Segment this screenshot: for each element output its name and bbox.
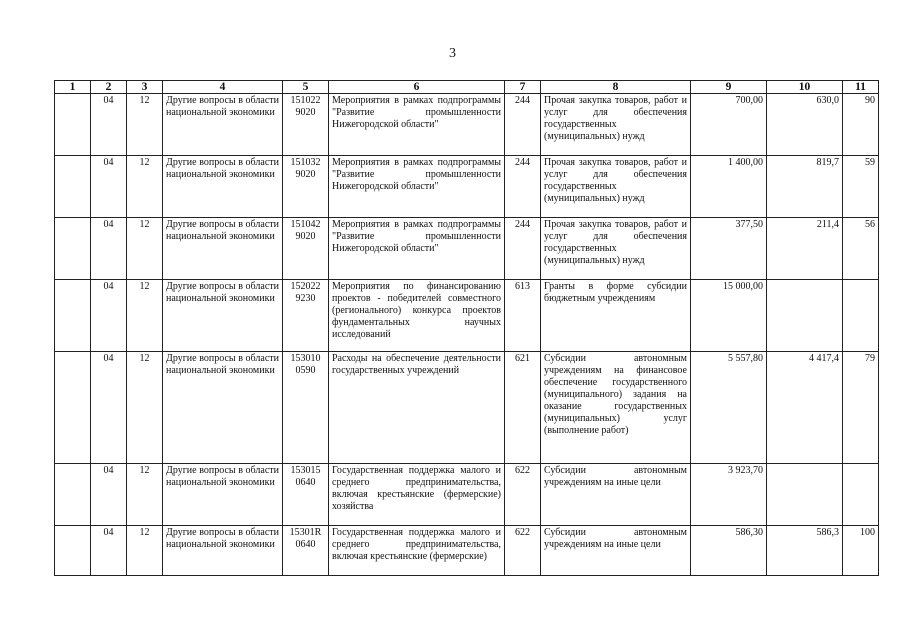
cell-section: 04 — [91, 464, 127, 526]
cell-target-name: Расходы на обеспечение деятельности государственных учреждений — [329, 352, 505, 464]
cell-section-name: Другие вопросы в области национальной экономики — [163, 352, 283, 464]
cell-expense-type: 244 — [505, 218, 541, 280]
budget-table — [54, 80, 879, 576]
header-row — [55, 81, 879, 94]
cell-section: 04 — [91, 156, 127, 218]
cell-col1 — [55, 218, 91, 280]
cell-section-name: Другие вопросы в области национальной экономики — [163, 156, 283, 218]
cell-percent — [843, 280, 879, 352]
cell-subsection: 12 — [127, 156, 163, 218]
cell-executed — [767, 280, 843, 352]
cell-target-code: 15301R 0640 — [283, 526, 329, 576]
table-row — [55, 526, 879, 576]
cell-executed: 211,4 — [767, 218, 843, 280]
cell-target-code: 151032 9020 — [283, 156, 329, 218]
cell-target-code: 151022 9020 — [283, 94, 329, 156]
cell-subsection: 12 — [127, 526, 163, 576]
column-header-11: 11 — [843, 81, 879, 94]
cell-expense-type: 622 — [505, 464, 541, 526]
cell-expense-name: Прочая закупка товаров, работ и услуг для обеспечения государственных (муниципальных) нужд — [541, 218, 691, 280]
cell-expense-type: 613 — [505, 280, 541, 352]
cell-percent: 100 — [843, 526, 879, 576]
cell-subsection: 12 — [127, 94, 163, 156]
cell-planned: 1 400,00 — [691, 156, 767, 218]
cell-executed: 586,3 — [767, 526, 843, 576]
cell-planned: 700,00 — [691, 94, 767, 156]
cell-expense-name: Субсидии автономным учреждениям на иные цели — [541, 464, 691, 526]
cell-percent: 90 — [843, 94, 879, 156]
page-number: 3 — [449, 46, 456, 61]
table-row — [55, 218, 879, 280]
column-header-10: 10 — [767, 81, 843, 94]
cell-section-name: Другие вопросы в области национальной экономики — [163, 464, 283, 526]
column-header-1: 1 — [55, 81, 91, 94]
cell-section-name: Другие вопросы в области национальной экономики — [163, 218, 283, 280]
cell-target-name: Государственная поддержка малого и среднего предпринимательства, включая крестьянские (фермерские) хозяйства — [329, 464, 505, 526]
cell-target-name: Мероприятия в рамках подпрограммы "Развитие промышленности Нижегородской области" — [329, 218, 505, 280]
cell-percent: 59 — [843, 156, 879, 218]
column-header-9: 9 — [691, 81, 767, 94]
cell-executed: 4 417,4 — [767, 352, 843, 464]
cell-col1 — [55, 526, 91, 576]
cell-col1 — [55, 94, 91, 156]
column-header-4: 4 — [163, 81, 283, 94]
cell-expense-name: Гранты в форме субсидии бюджетным учреждениям — [541, 280, 691, 352]
cell-planned: 377,50 — [691, 218, 767, 280]
cell-target-name: Мероприятия по финансированию проектов - победителей совместного (регионального) конкурса проектов фундаментальных научных исследований — [329, 280, 505, 352]
cell-subsection: 12 — [127, 464, 163, 526]
cell-col1 — [55, 464, 91, 526]
cell-planned: 586,30 — [691, 526, 767, 576]
table-row — [55, 156, 879, 218]
cell-subsection: 12 — [127, 352, 163, 464]
cell-target-code: 151042 9020 — [283, 218, 329, 280]
cell-col1 — [55, 156, 91, 218]
cell-executed — [767, 464, 843, 526]
cell-percent: 79 — [843, 352, 879, 464]
cell-planned: 5 557,80 — [691, 352, 767, 464]
cell-section-name: Другие вопросы в области национальной экономики — [163, 526, 283, 576]
cell-expense-type: 621 — [505, 352, 541, 464]
table-row — [55, 352, 879, 464]
cell-executed: 630,0 — [767, 94, 843, 156]
column-header-8: 8 — [541, 81, 691, 94]
cell-section: 04 — [91, 352, 127, 464]
column-header-6: 6 — [329, 81, 505, 94]
column-header-7: 7 — [505, 81, 541, 94]
cell-target-name: Государственная поддержка малого и среднего предпринимательства, включая крестьянские (фермерские) — [329, 526, 505, 576]
column-header-3: 3 — [127, 81, 163, 94]
cell-expense-type: 622 — [505, 526, 541, 576]
cell-expense-name: Прочая закупка товаров, работ и услуг для обеспечения государственных (муниципальных) нужд — [541, 156, 691, 218]
cell-planned: 15 000,00 — [691, 280, 767, 352]
cell-target-code: 152022 9230 — [283, 280, 329, 352]
cell-executed: 819,7 — [767, 156, 843, 218]
cell-section: 04 — [91, 94, 127, 156]
cell-expense-type: 244 — [505, 156, 541, 218]
cell-subsection: 12 — [127, 218, 163, 280]
cell-planned: 3 923,70 — [691, 464, 767, 526]
cell-section: 04 — [91, 280, 127, 352]
table-row — [55, 464, 879, 526]
cell-subsection: 12 — [127, 280, 163, 352]
table-row — [55, 94, 879, 156]
cell-section: 04 — [91, 526, 127, 576]
cell-target-code: 153015 0640 — [283, 464, 329, 526]
table-header — [55, 81, 879, 94]
cell-expense-type: 244 — [505, 94, 541, 156]
cell-expense-name: Субсидии автономным учреждениям на финансовое обеспечение государственного (муниципального) задания на оказание государственных (муниципальных) услуг (выполнение работ) — [541, 352, 691, 464]
column-header-2: 2 — [91, 81, 127, 94]
cell-expense-name: Субсидии автономным учреждениям на иные цели — [541, 526, 691, 576]
cell-col1 — [55, 352, 91, 464]
cell-target-name: Мероприятия в рамках подпрограммы "Развитие промышленности Нижегородской области" — [329, 156, 505, 218]
cell-target-code: 153010 0590 — [283, 352, 329, 464]
cell-percent — [843, 464, 879, 526]
table-body — [55, 94, 879, 576]
cell-percent: 56 — [843, 218, 879, 280]
table-row — [55, 280, 879, 352]
cell-expense-name: Прочая закупка товаров, работ и услуг для обеспечения государственных (муниципальных) нужд — [541, 94, 691, 156]
column-header-5: 5 — [283, 81, 329, 94]
cell-section: 04 — [91, 218, 127, 280]
cell-section-name: Другие вопросы в области национальной экономики — [163, 94, 283, 156]
cell-col1 — [55, 280, 91, 352]
cell-section-name: Другие вопросы в области национальной экономики — [163, 280, 283, 352]
cell-target-name: Мероприятия в рамках подпрограммы "Развитие промышленности Нижегородской области" — [329, 94, 505, 156]
